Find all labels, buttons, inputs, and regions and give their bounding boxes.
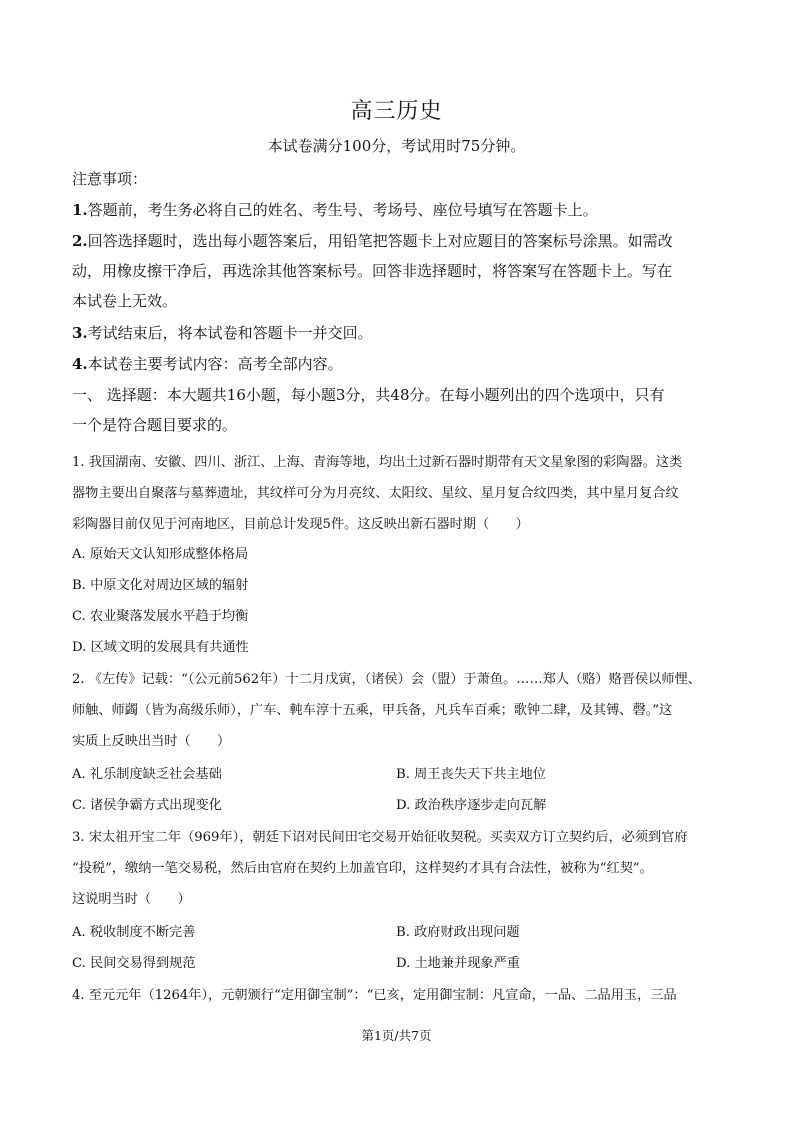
- question-2-option-d: D. 政治秩序逐步走向瓦解: [396, 798, 547, 813]
- notice-item-2-line-1: [72, 230, 673, 251]
- question-1-option-b: B. 中原文化对周边区域的辐射: [72, 578, 249, 593]
- notice-heading: 注意事项：: [72, 170, 148, 188]
- item-text: 本试卷主要考试内容：高考全部内容。: [87, 355, 343, 373]
- item-text: 答题前，考生务必将自己的姓名、考生号、考场号、座位号填写在答题卡上。: [87, 201, 598, 219]
- notice-item-4: [72, 353, 343, 374]
- item-text: 回答选择题时，选出每小题答案后，用铅笔把答题卡上对应题目的答案标号涂黑。如需改: [87, 232, 673, 250]
- question-3-option-a: A. 税收制度不断完善: [72, 925, 196, 940]
- item-number: 2.: [72, 232, 88, 250]
- question-2-option-a: A. 礼乐制度缺乏社会基础: [72, 767, 222, 782]
- notice-item-2-line-3: 本试卷上无效。: [72, 292, 178, 310]
- item-number: 1.: [72, 201, 88, 219]
- question-2-option-b: B. 周王丧失天下共主地位: [396, 767, 546, 782]
- question-1-line-3: 彩陶器目前仅见于河南地区，目前总计发现5件。这反映出新石器时期（ ）: [72, 517, 529, 532]
- question-3-line-1: 3. 宋太祖开宝二年（969年），朝廷下诏对民间田宅交易开始征收契税。买卖双方订立契约后，必须到官府: [72, 830, 688, 845]
- question-2-line-2: 师触、师蠲（皆为高级乐师），广车、軘车淳十五乘，甲兵备，凡兵车百乘；歌钟二肆，及其镈、磬。”这: [72, 703, 673, 718]
- question-2-option-c: C. 诸侯争霸方式出现变化: [72, 798, 222, 813]
- question-1-option-a: A. 原始天文认知形成整体格局: [72, 547, 249, 562]
- question-3-line-2: “投税”，缴纳一笔交易税，然后由官府在契约上加盖官印，这样契约才具有合法性，被称为“红契”。: [72, 861, 653, 876]
- question-4-line-1: 4. 至元元年（1264年），元朝颁行“定用御宝制”：“已亥，定用御宝制：凡宣命，一品、二品用玉，三品: [72, 988, 677, 1003]
- question-1-option-c: C. 农业聚落发展水平趋于均衡: [72, 609, 249, 624]
- page-footer: 第1页/共7页: [361, 1028, 432, 1043]
- question-2-line-1: 2. 《左传》记载：“（公元前562年）十二月戊寅，（诸侯）会（盟）于萧鱼。……郑人（赂）赂晋侯以师悝、: [72, 672, 701, 687]
- question-1-option-d: D. 区域文明的发展具有共通性: [72, 640, 249, 655]
- notice-item-1: [72, 199, 598, 220]
- question-3-option-c: C. 民间交易得到规范: [72, 956, 196, 971]
- question-3-option-d: D. 土地兼并现象严重: [396, 956, 520, 971]
- question-1-line-2: 器物主要出自聚落与墓葬遗址，其纹样可分为月亮纹、太阳纹、星纹、星月复合纹四类，其中星月复合纹: [72, 486, 679, 501]
- item-number: 3.: [72, 324, 88, 342]
- page-title: 高三历史: [350, 99, 443, 124]
- question-1-line-1: 1. 我国湖南、安徽、四川、浙江、上海、青海等地，均出土过新石器时期带有天文星象图的彩陶器。这类: [72, 455, 683, 470]
- question-3-option-b: B. 政府财政出现问题: [396, 925, 520, 940]
- question-2-line-3: 实质上反映出当时（ ）: [72, 734, 231, 749]
- notice-item-2-line-2: 动，用橡皮擦干净后，再选涂其他答案标号。回答非选择题时，将答案写在答题卡上。写在: [72, 262, 673, 280]
- question-3-line-3: 这说明当时（ ）: [72, 892, 191, 907]
- notice-item-3: [72, 322, 373, 343]
- section-heading-line-2: 一个是符合题目要求的。: [72, 416, 238, 434]
- item-text: 考试结束后，将本试卷和答题卡一并交回。: [87, 324, 373, 342]
- section-heading-line-1: 一、 选择题：本大题共16小题，每小题3分，共48分。在每小题列出的四个选项中，只有: [72, 386, 665, 404]
- item-number: 4.: [72, 355, 88, 373]
- exam-subtitle: 本试卷满分100分，考试用时75分钟。: [267, 137, 526, 155]
